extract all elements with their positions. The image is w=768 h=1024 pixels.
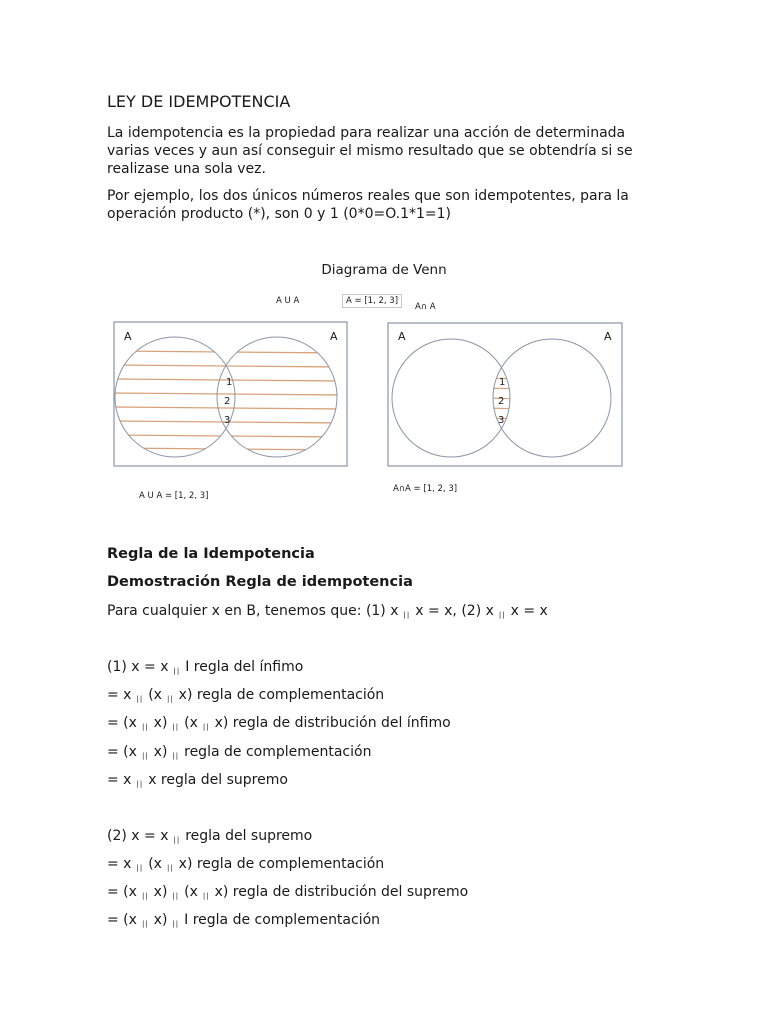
operator-mark: || [498, 611, 506, 619]
operator-mark: || [172, 752, 180, 760]
union-element-1: 1 [226, 377, 233, 388]
intersection-top-label: A∩ A [415, 302, 436, 312]
expr: (x [148, 856, 162, 872]
rule-heading: Regla de la Idempotencia [107, 546, 315, 562]
operator-mark: || [173, 836, 181, 844]
expr: (x [184, 715, 198, 731]
expr: (x [148, 687, 162, 703]
operator-mark: || [136, 695, 144, 703]
proof2-line-3 [107, 884, 468, 900]
set-definition-box: A = [1, 2, 3] [342, 294, 402, 308]
operator-mark: || [141, 752, 149, 760]
proof2-line-2 [107, 856, 384, 872]
union-caption: A U A = [1, 2, 3] [139, 491, 209, 501]
expr: x) regla de complementación [178, 687, 385, 703]
proof1-line-5 [107, 772, 288, 788]
expr: = x [107, 856, 132, 872]
expr: (x [184, 884, 198, 900]
expr: x) regla de distribución del ínfimo [214, 715, 451, 731]
expr: = x [107, 772, 132, 788]
operator-mark: || [136, 864, 144, 872]
intersection-element-3: 3 [498, 415, 505, 426]
proof1-line-2 [107, 687, 384, 703]
expr: (2) x = x [107, 828, 169, 844]
intro-pre: Para cualquier x en B, tenemos que: (1) x [107, 603, 399, 619]
operator-mark: || [141, 892, 149, 900]
intro-mid: x = x, (2) x [415, 603, 494, 619]
page-title: LEY DE IDEMPOTENCIA [107, 92, 291, 111]
operator-mark: || [166, 695, 174, 703]
expr: x) regla de distribución del supremo [214, 884, 469, 900]
expr: x) [153, 912, 168, 928]
operator-mark: || [141, 723, 149, 731]
intersection-element-1: 1 [499, 377, 506, 388]
expr: x) [153, 715, 168, 731]
intersection-set-label-right: A [604, 330, 612, 343]
proof1-line-4 [107, 744, 371, 760]
expr: I regla del ínfimo [185, 659, 304, 675]
operator-mark: || [166, 864, 174, 872]
expr: x) [153, 744, 168, 760]
union-top-label: A U A [276, 296, 300, 306]
union-set-label-left: A [124, 330, 132, 343]
intro-line [107, 603, 548, 619]
expr: = x [107, 687, 132, 703]
expr: regla del supremo [185, 828, 313, 844]
intersection-universe-box [388, 323, 622, 466]
union-element-3: 3 [224, 415, 231, 426]
intersection-set-label-left: A [398, 330, 406, 343]
proof1-line-3 [107, 715, 451, 731]
intersection-element-2: 2 [498, 396, 505, 407]
example-paragraph: Por ejemplo, los dos únicos números reales que son idempotentes, para la operación producto (*), son 0 y 1 (0*0=O.1*1=1) [107, 188, 629, 222]
proof2-line-4 [107, 912, 380, 928]
expr: = (x [107, 715, 137, 731]
operator-mark: || [403, 611, 411, 619]
union-element-2: 2 [224, 396, 231, 407]
proof1-line-1 [107, 659, 303, 675]
intro-post: x = x [510, 603, 548, 619]
intersection-right-circle [493, 339, 611, 457]
operator-mark: || [202, 723, 210, 731]
operator-mark: || [202, 892, 210, 900]
operator-mark: || [172, 920, 180, 928]
operator-mark: || [136, 780, 144, 788]
expr: regla de complementación [184, 744, 372, 760]
expr: x regla del supremo [148, 772, 288, 788]
union-set-label-right: A [330, 330, 338, 343]
expr: I regla de complementación [184, 912, 381, 928]
venn-title: Diagrama de Venn [321, 262, 447, 278]
expr: x) regla de complementación [178, 856, 385, 872]
proof2-line-1 [107, 828, 312, 844]
expr: (1) x = x [107, 659, 169, 675]
operator-mark: || [173, 667, 181, 675]
operator-mark: || [141, 920, 149, 928]
operator-mark: || [172, 892, 180, 900]
expr: = (x [107, 744, 137, 760]
expr: = (x [107, 884, 137, 900]
intersection-caption: A∩A = [1, 2, 3] [393, 484, 458, 494]
operator-mark: || [172, 723, 180, 731]
expr: x) [153, 884, 168, 900]
proof-heading: Demostración Regla de idempotencia [107, 574, 413, 590]
definition-paragraph: La idempotencia es la propiedad para realizar una acción de determinada varias veces y aun así conseguir el mismo resultado que se obtendría si se realizase una sola vez. [107, 125, 633, 177]
intersection-left-circle [392, 339, 510, 457]
expr: = (x [107, 912, 137, 928]
